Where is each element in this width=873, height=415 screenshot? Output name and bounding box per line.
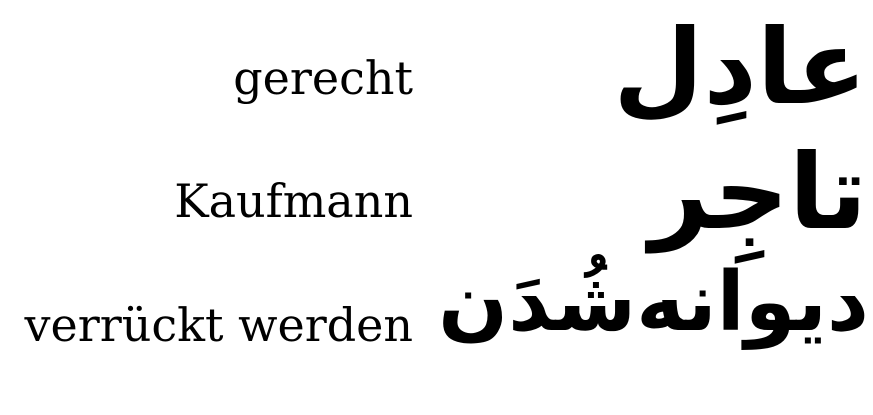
- persian-word-3: دیوانه‌شُدَن: [438, 255, 869, 350]
- persian-word-1: عادِل: [613, 6, 867, 128]
- persian-word-2: تاجِر: [649, 131, 867, 253]
- german-word-1: gerecht: [233, 51, 413, 105]
- german-word-3: verrückt werden: [24, 298, 413, 352]
- german-word-2: Kaufmann: [174, 174, 413, 228]
